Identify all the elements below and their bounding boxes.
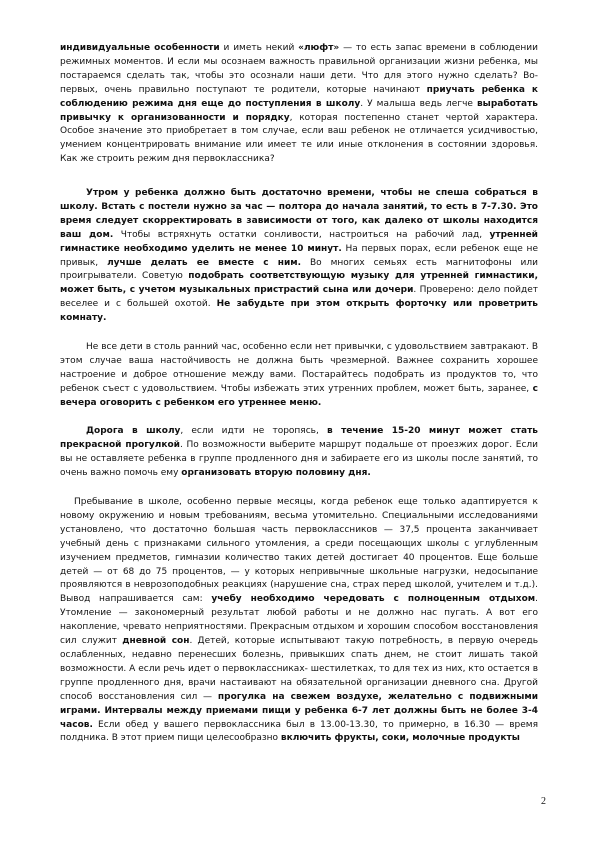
bold-text-run: в течение 15-20 минут может стать прекрасной прогулкой bbox=[60, 426, 538, 450]
text-run: Пребывание в школе, особенно первые месяцы, когда ребенок еще только адаптируется к новому окружению и новым требованиям, весьма утомительно. Специальными исследованиями установлено, что достаточно большая часть первоклассников — 37,5 процента заканчивает учебный день с признаками сильного утомления, а среди посещающих школы с углубленным изучением предметов, гимназии количество таких детей достигает 40 процентов. Еще больше детей — от 68 до 75 процентов, — у которых непривычные школьные нагрузки, недосыпание проявляются в неврозоподобных реакциях (нарушение сна, страх перед школой, учителем и т.д.). Вывод напрашивается сам: bbox=[60, 497, 538, 605]
bold-text-run: организовать вторую половину дня. bbox=[181, 467, 371, 478]
bold-text-run: Не забудьте при этом открыть форточку или проветрить комнату. bbox=[60, 299, 539, 324]
bold-text-run: утренней гимнастике необходимо уделить не менее 10 минут. bbox=[60, 229, 538, 254]
text-run: , которая постепенно станет чертой характера. Особое значение это приобретает в том случае, если ваш ребенок не отличается усидчивостью, умением концентрировать внимание или имеет те или иные отклонения в состоянии здоровья. Как же строить режим дня первоклассника? bbox=[60, 112, 538, 165]
text-run: . По возможности выберите маршрут подальше от проезжих дорог. Если вы не оставляете ребенка в группе продленного дня и забираете его из школы после занятий, то очень важно помочь ему bbox=[60, 439, 538, 478]
bold-text-run: «люфт» bbox=[298, 43, 340, 53]
bold-text-run: выработать привычку к организованности и порядку bbox=[60, 98, 538, 123]
page-number: 2 bbox=[541, 796, 546, 807]
text-run: . Проверено: дело пойдет веселее и с большей охотой. bbox=[60, 285, 538, 310]
bold-text-run: учебу необходимо чередовать с полноценным отдыхом bbox=[211, 594, 536, 605]
text-run: . У малыша ведь легче bbox=[360, 98, 477, 109]
bold-text-run: Дорога в школу bbox=[86, 426, 181, 436]
text-run: Не все дети в столь ранний час, особенно если нет привычки, с удовольствием завтракают. В этом случае ваша настойчивость не должна быть чрезмерной. Важнее сохранить хорошее настроение и доброе отношение между вами. Постарайтесь подобрать из продуктов то, что ребенок съест с удовольствием. Чтобы избежать этих утренних проблем, может быть, заранее, bbox=[60, 342, 538, 394]
text-run: Если обед у вашего первоклассника был в 13.00-13.30, то примерно, в 16.30 — время полдника. В этот прием пищи целесообразно bbox=[60, 719, 538, 744]
bold-text-run: прогулка на свежем воздухе, желательно с подвижными играми. Интервалы между приемами пищи у ребенка 6-7 лет должны быть не более 3-4 часов. bbox=[60, 691, 538, 730]
paragraph-3 bbox=[60, 341, 538, 411]
text-run: Во многих семьях есть магнитофоны или проигрыватели. Советую bbox=[60, 257, 538, 282]
paragraph-5 bbox=[60, 496, 538, 746]
text-run: — то есть запас времени в соблюдении режимных моментов. И если мы осознаем важность правильной организации жизни ребенка, мы постараемся сделать так, чтобы это осознали наши дети. Что для этого нужно сделать? Во-первых, очень правильно поступают те родители, которые начинают bbox=[60, 43, 538, 95]
paragraph-2 bbox=[60, 187, 538, 326]
paragraph-1 bbox=[60, 42, 538, 167]
text-run: Чтобы встряхнуть остатки сонливости, настроиться на рабочий лад, bbox=[113, 229, 490, 240]
bold-text-run: Утром у ребенка должно быть достаточно времени, чтобы не спеша собраться в школу. Встать с постели нужно за час — полтора до начала занятий, то есть в 7-7.30. Это время следует скорректировать в зависимости от того, как далеко от школы находится ваш дом. bbox=[60, 188, 538, 240]
bold-text-run: дневной сон bbox=[122, 636, 190, 647]
bold-text-run: лучше делать ее вместе с ним. bbox=[107, 257, 302, 268]
text-run: и иметь некий bbox=[219, 43, 299, 53]
bold-text-run: индивидуальные особенности bbox=[60, 43, 220, 53]
bold-text-run: подобрать соответствующую музыку для утренней гимнастики, может быть, с учетом музыкальных пристрастий сына или дочери bbox=[60, 271, 538, 296]
bold-text-run: с вечера оговорить с ребенком его утреннее меню. bbox=[60, 383, 538, 408]
text-run: . Детей, которые испытывают такую потребность, в первую очередь ослабленных, недавно перенесших болезнь, привыкших спать днем, не стоит лишать такой возможности. А если речь идет о первоклассниках- шестилетках, то для тех из них, кто остается в группе продленного дня, врачи настаивают на обязательной организации дневного сна. Другой способ восстановления сил — bbox=[60, 636, 539, 702]
text-run: , если идти не торопясь, bbox=[180, 426, 327, 436]
text-run: . Утомление — закономерный результат любой работы и не должно нас пугать. А вот его накопление, чревато неприятностями. Прекрасным отдыхом и хорошим способом восстановления сил служит bbox=[60, 594, 538, 647]
bold-text-run: приучать ребенка к соблюдению режима дня еще до поступления в школу bbox=[60, 84, 539, 109]
paragraph-4 bbox=[60, 425, 538, 481]
text-run: На первых порах, если ребенок еще не привык, bbox=[60, 243, 538, 268]
bold-text-run: включить фрукты, соки, молочные продукты bbox=[280, 733, 520, 744]
